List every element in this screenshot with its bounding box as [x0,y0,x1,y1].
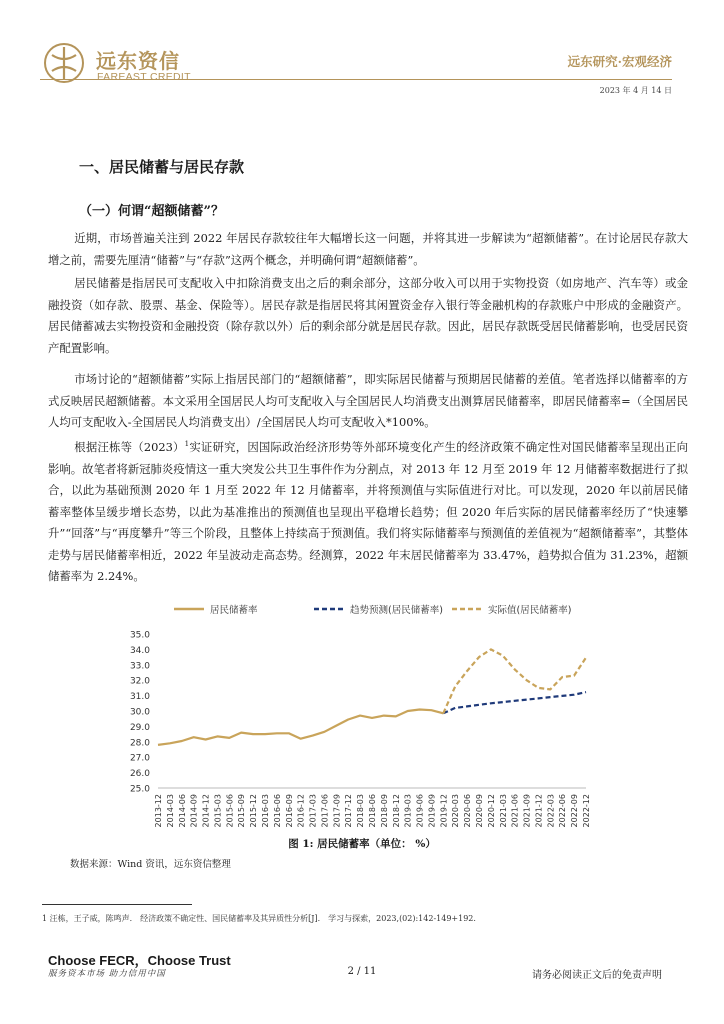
x-tick-label: 2014-09 [189,794,199,828]
paragraph-4-body: 实证研究，因国际政治经济形势等外部环境变化产生的经济政策不确定性对国民储蓄率呈现出正向影响。故笔者将新冠肺炎疫情这一重大突发公共卫生事件作为分割点，对 2013 年 12 月至 2019 年 12 月储蓄率数据进行了拟合，以此为基础预测 2020 年 1 月至 2022 年 12 月储蓄率，并将预测值与实际值进行对比。可以发现，2020 年以前居民储蓄率整体呈缓步增长态势，以此为基准推出的预测值也呈现出平稳增长趋势；但 2020 年后实际的居民储蓄率经历了“快速攀升”“回落”与“再度攀升”等三个阶段，且整体上持续高于预测值。我们将实际储蓄率与预测值的差值视为“超额储蓄率”，其整体走势与居民储蓄率相近，2022 年呈波动走高态势。经测算，2022 年末居民储蓄率为 33.47%，趋势拟合值为 31.23%，超额储蓄率为 2.24%。 [48,440,688,583]
x-tick-label: 2015-12 [249,794,259,828]
x-tick-label: 2020-12 [486,794,496,828]
x-tick-label: 2015-09 [237,794,247,828]
x-tick-label: 2016-09 [284,794,294,828]
x-tick-label: 2018-03 [356,794,366,828]
y-tick-label: 30.0 [129,707,150,718]
subsection-heading: （一）何谓“超额储蓄”？ [79,204,224,219]
legend-label: 居民储蓄率 [210,605,258,616]
x-tick-label: 2019-12 [439,794,449,828]
x-tick-label: 2016-12 [296,794,306,828]
logo-text-en: FAREAST CREDIT [97,71,191,83]
y-tick-label: 34.0 [129,645,150,656]
header-date: 2023 年 4 月 14 日 [599,86,672,95]
x-tick-label: 2014-06 [177,794,187,828]
legend-label: 实际值(居民储蓄率) [488,605,572,616]
header-divider [40,79,672,80]
footnote: 1 汪栋，王子威，陈鸣声． 经济政策不确定性、国民储蓄率及其异质性分析[J]． 学习与探索，2023,(02):142-149+192. [42,914,476,923]
legend-label: 趋势预测(居民储蓄率) [350,605,443,616]
x-tick-label: 2021-06 [510,794,520,828]
y-tick-label: 25.0 [129,784,150,795]
paragraph-1: 近期，市场普遍关注到 2022 年居民存款较往年大幅增长这一问题，并将其进一步解读为“超额储蓄”。在讨论居民存款大增之前，需要先厘清“储蓄”与“存款”这两个概念，并明确何谓“超额储蓄”。 [48,231,688,267]
y-tick-label: 31.0 [129,692,150,703]
x-tick-label: 2019-03 [403,794,413,828]
savings-rate-chart [118,598,618,838]
x-tick-label: 2021-12 [534,794,544,828]
paragraph-2: 居民储蓄是指居民可支配收入中扣除消费支出之后的剩余部分，这部分收入可以用于实物投资（如房地产、汽车等）或金融投资（如存款、股票、基金、保险等）。居民存款是指居民将其闲置资金存入银行等金融机构的存款账户中形成的金融资产。居民储蓄减去实物投资和金融投资（除存款以外）后的剩余部分就是居民存款。因此，居民存款既受居民储蓄影响，也受居民资产配置影响。 [48,276,688,355]
paragraph-4-lead: 根据汪栋等（2023） [74,440,185,454]
x-tick-label: 2015-03 [213,794,223,828]
paragraph-4 [48,437,688,588]
x-tick-label: 2022-12 [582,794,591,828]
x-tick-label: 2016-06 [272,794,282,828]
x-tick-label: 2020-03 [451,794,461,828]
x-tick-label: 2020-06 [463,794,473,828]
y-tick-label: 33.0 [129,661,150,672]
x-tick-label: 2020-09 [475,794,484,828]
x-tick-label: 2018-09 [379,794,389,828]
x-tick-label: 2015-06 [225,794,235,828]
y-tick-label: 28.0 [129,738,150,749]
header-section: 远东研究·宏观经济 [567,54,672,69]
series-line-3 [443,649,586,713]
x-tick-label: 2017-06 [320,794,330,828]
x-tick-label: 2017-09 [332,794,342,828]
footer-slogan-en: Choose FECR，Choose Trust [48,953,231,968]
x-tick-label: 2017-03 [308,794,318,828]
x-tick-label: 2022-06 [558,794,568,828]
x-tick-label: 2019-06 [415,794,425,828]
x-tick-label: 2018-06 [368,794,377,828]
y-tick-label: 29.0 [129,722,150,733]
x-tick-label: 2019-09 [427,794,437,828]
footnote-divider [42,904,192,905]
x-tick-label: 2013-12 [154,794,163,828]
series-line-1 [158,710,443,745]
disclaimer: 请务必阅读正文后的免责声明 [532,970,662,981]
y-tick-label: 35.0 [129,630,150,641]
paragraph-3: 市场讨论的“超额储蓄”实际上指居民部门的“超额储蓄”，即实际居民储蓄与预期居民储蓄的差值。笔者选择以储蓄率的方式反映居民超额储蓄。本文采用全国居民人均可支配收入与全国居民人均消费支出测算居民储蓄率，即居民储蓄率=（全国居民人均可支配收入-全国居民人均消费支出）/全国居民人均可支配收入*100%。 [48,372,688,429]
logo-text-cn: 远东资信 [96,49,180,73]
x-tick-label: 2022-09 [570,794,580,828]
chart-canvas [118,598,618,838]
y-tick-label: 32.0 [129,676,150,687]
x-tick-label: 2021-09 [522,794,532,828]
figure-caption: 图 1: 居民储蓄率（单位： %） [288,838,436,850]
x-tick-label: 2014-03 [165,794,175,828]
y-tick-label: 26.0 [129,769,150,780]
series-line-2 [443,692,586,713]
section-heading: 一、居民储蓄与居民存款 [79,158,245,176]
footnote-ref[interactable]: 1 [184,440,190,449]
page-number: 2 / 11 [347,966,377,977]
data-source: 数据来源：Wind 资讯，远东资信整理 [70,859,231,870]
footer-slogan-cn: 服务资本市场 助力信用中国 [48,969,166,979]
x-tick-label: 2017-12 [344,794,354,828]
x-tick-label: 2016-03 [261,794,270,828]
x-tick-label: 2014-12 [201,794,211,828]
y-tick-label: 27.0 [129,753,150,764]
x-tick-label: 2022-03 [546,794,556,828]
x-tick-label: 2021-03 [498,794,508,828]
x-tick-label: 2018-12 [391,794,401,828]
